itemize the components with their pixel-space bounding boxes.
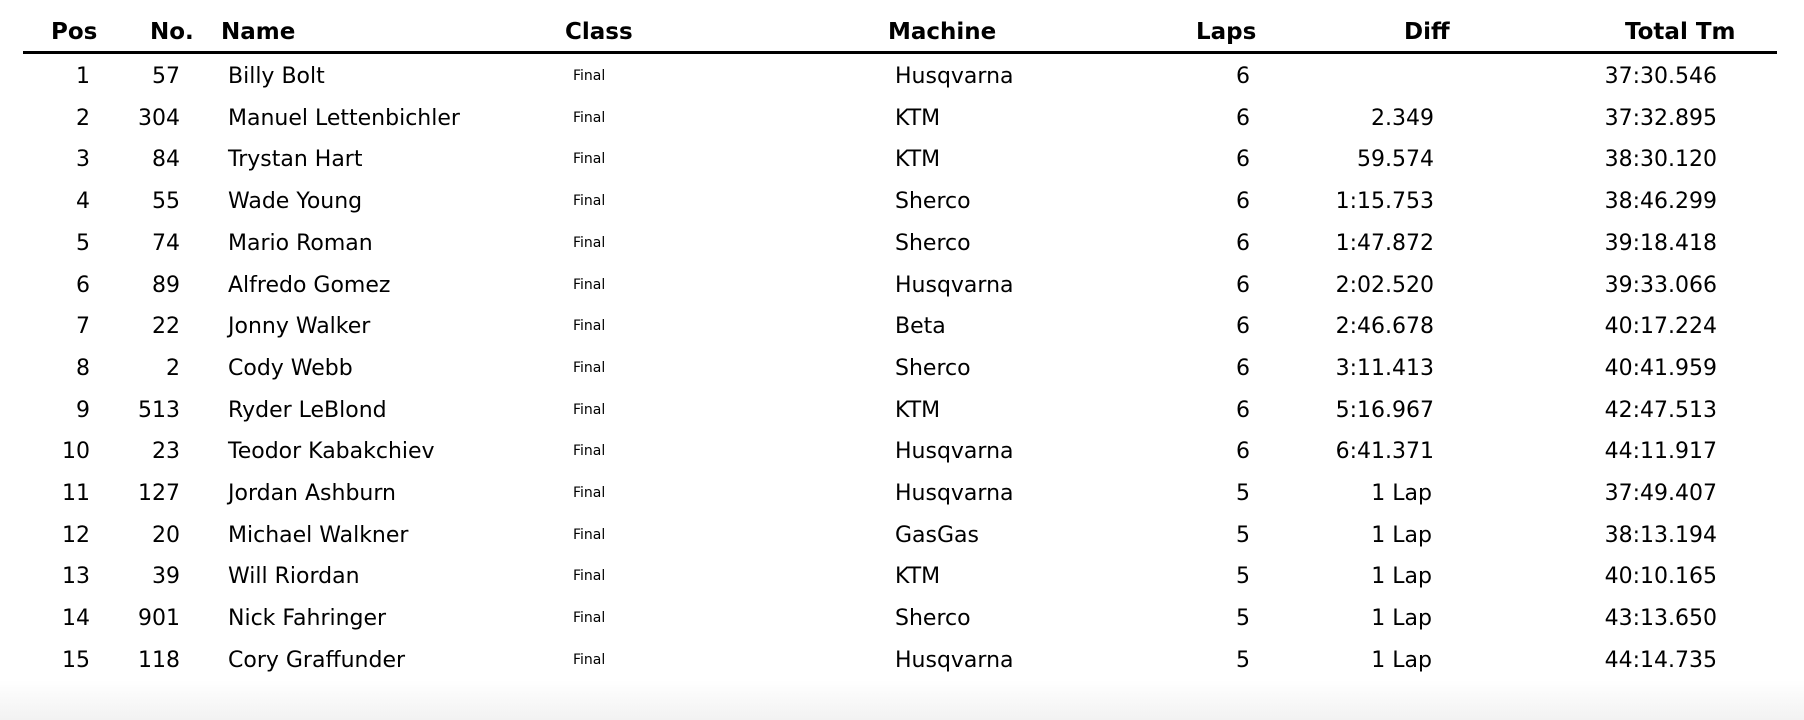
class-cell: Final — [573, 151, 606, 168]
table-row — [0, 181, 1804, 223]
rider-number-cell: 127 — [138, 481, 180, 506]
position-cell: 11 — [62, 481, 90, 506]
total-time-cell: 37:32.895 — [1604, 105, 1717, 131]
class-cell: Final — [573, 568, 606, 585]
total-time-cell: 40:17.224 — [1604, 314, 1717, 340]
machine-cell: KTM — [895, 564, 941, 590]
diff-cell: 2:02.520 — [1335, 272, 1434, 298]
class-cell: Final — [573, 318, 606, 335]
total-time-cell: 39:18.418 — [1604, 230, 1717, 256]
rider-name-cell: Cody Webb — [228, 355, 353, 381]
rider-name-cell: Will Riordan — [228, 564, 360, 590]
class-cell: Final — [573, 485, 606, 501]
machine-cell: Sherco — [895, 189, 971, 215]
table-row — [0, 98, 1804, 140]
table-row — [0, 265, 1804, 307]
total-time-cell: 38:30.120 — [1604, 147, 1717, 173]
laps-cell: 6 — [1236, 64, 1250, 89]
diff-cell: 3:11.413 — [1335, 355, 1434, 381]
rider-number-cell: 57 — [152, 64, 180, 89]
class-cell: Final — [573, 443, 606, 460]
rider-number-cell: 84 — [152, 147, 180, 173]
total-time-cell: 44:14.735 — [1604, 647, 1717, 673]
header-divider — [23, 51, 1777, 54]
laps-cell: 6 — [1236, 147, 1250, 173]
table-row — [0, 139, 1804, 181]
total-time-cell: 37:30.546 — [1604, 64, 1717, 89]
total-time-cell: 38:13.194 — [1604, 522, 1717, 548]
table-row — [0, 598, 1804, 640]
rider-name-cell: Manuel Lettenbichler — [228, 105, 460, 131]
table-row — [0, 306, 1804, 348]
rider-name-cell: Teodor Kabakchiev — [228, 439, 435, 465]
class-cell: Final — [573, 359, 606, 376]
rider-number-cell: 89 — [152, 272, 180, 298]
position-cell: 3 — [76, 147, 90, 173]
machine-cell: KTM — [895, 147, 941, 173]
rider-name-cell: Mario Roman — [228, 230, 373, 256]
total-time-cell: 38:46.299 — [1604, 189, 1717, 215]
position-cell: 14 — [62, 606, 90, 632]
laps-cell: 5 — [1236, 606, 1250, 632]
header-pos: Pos — [51, 19, 98, 45]
header-number: No. — [150, 19, 194, 45]
class-cell: Final — [573, 68, 606, 84]
diff-cell: 1:15.753 — [1335, 189, 1434, 215]
machine-cell: Sherco — [895, 606, 971, 632]
machine-cell: Husqvarna — [895, 647, 1014, 673]
rider-number-cell: 39 — [152, 564, 180, 590]
laps-cell: 6 — [1236, 355, 1250, 381]
table-row — [0, 223, 1804, 265]
rider-name-cell: Michael Walkner — [228, 522, 409, 548]
machine-cell: KTM — [895, 397, 941, 423]
rider-number-cell: 513 — [138, 397, 180, 423]
results-header-row — [0, 14, 1804, 50]
position-cell: 5 — [76, 230, 90, 256]
table-row — [0, 556, 1804, 598]
total-time-cell: 37:49.407 — [1604, 481, 1717, 506]
position-cell: 9 — [76, 397, 90, 423]
laps-cell: 6 — [1236, 230, 1250, 256]
laps-cell: 6 — [1236, 105, 1250, 131]
total-time-cell: 42:47.513 — [1604, 397, 1717, 423]
diff-cell: 1:47.872 — [1335, 230, 1434, 256]
rider-number-cell: 74 — [152, 230, 180, 256]
machine-cell: KTM — [895, 105, 941, 131]
laps-cell: 6 — [1236, 397, 1250, 423]
diff-cell: 1 Lap — [1371, 647, 1432, 673]
position-cell: 2 — [76, 105, 90, 131]
total-time-cell: 39:33.066 — [1604, 272, 1717, 298]
diff-cell: 2:46.678 — [1335, 314, 1434, 340]
rider-number-cell: 2 — [166, 355, 180, 381]
diff-cell: 1 Lap — [1371, 481, 1432, 506]
laps-cell: 6 — [1236, 314, 1250, 340]
class-cell: Final — [573, 234, 606, 251]
rider-number-cell: 20 — [152, 522, 180, 548]
total-time-cell: 44:11.917 — [1604, 439, 1717, 465]
class-cell: Final — [573, 610, 606, 627]
rider-name-cell: Nick Fahringer — [228, 606, 387, 632]
header-total-time: Total Tm — [1625, 19, 1736, 45]
rider-name-cell: Alfredo Gomez — [228, 272, 391, 298]
rider-number-cell: 118 — [138, 647, 180, 673]
page-bottom-shade — [0, 680, 1804, 720]
rider-name-cell: Trystan Hart — [228, 147, 363, 173]
header-machine: Machine — [888, 19, 997, 45]
machine-cell: Sherco — [895, 230, 971, 256]
diff-cell: 1 Lap — [1371, 522, 1432, 548]
laps-cell: 6 — [1236, 439, 1250, 465]
class-cell: Final — [573, 651, 606, 668]
diff-cell: 6:41.371 — [1335, 439, 1434, 465]
class-cell: Final — [573, 526, 606, 543]
header-laps: Laps — [1196, 19, 1257, 45]
table-row — [0, 390, 1804, 432]
diff-cell: 5:16.967 — [1335, 397, 1434, 423]
rider-name-cell: Wade Young — [228, 189, 363, 215]
table-row — [0, 640, 1804, 682]
position-cell: 6 — [76, 272, 90, 298]
machine-cell: Sherco — [895, 355, 971, 381]
rider-name-cell: Jordan Ashburn — [228, 481, 396, 506]
table-row — [0, 515, 1804, 557]
laps-cell: 5 — [1236, 522, 1250, 548]
rider-number-cell: 55 — [152, 189, 180, 215]
diff-cell: 59.574 — [1357, 147, 1434, 173]
total-time-cell: 40:10.165 — [1604, 564, 1717, 590]
position-cell: 15 — [62, 647, 90, 673]
machine-cell: Beta — [895, 314, 946, 340]
position-cell: 7 — [76, 314, 90, 340]
laps-cell: 5 — [1236, 647, 1250, 673]
position-cell: 10 — [62, 439, 90, 465]
diff-cell: 1 Lap — [1371, 564, 1432, 590]
diff-cell: 2.349 — [1371, 105, 1434, 131]
rider-number-cell: 901 — [138, 606, 180, 632]
total-time-cell: 43:13.650 — [1604, 606, 1717, 632]
table-row — [0, 348, 1804, 390]
machine-cell: Husqvarna — [895, 439, 1014, 465]
laps-cell: 6 — [1236, 272, 1250, 298]
rider-name-cell: Ryder LeBlond — [228, 397, 387, 423]
rider-name-cell: Cory Graffunder — [228, 647, 406, 673]
total-time-cell: 40:41.959 — [1604, 355, 1717, 381]
position-cell: 13 — [62, 564, 90, 590]
class-cell: Final — [573, 401, 606, 418]
position-cell: 1 — [76, 64, 90, 89]
header-diff: Diff — [1404, 19, 1450, 45]
rider-number-cell: 22 — [152, 314, 180, 340]
table-row — [0, 473, 1804, 515]
header-name: Name — [221, 19, 296, 45]
class-cell: Final — [573, 109, 606, 126]
machine-cell: Husqvarna — [895, 64, 1014, 89]
table-row — [0, 431, 1804, 473]
laps-cell: 5 — [1236, 564, 1250, 590]
rider-number-cell: 304 — [138, 105, 180, 131]
rider-name-cell: Jonny Walker — [228, 314, 371, 340]
position-cell: 12 — [62, 522, 90, 548]
laps-cell: 6 — [1236, 189, 1250, 215]
machine-cell: GasGas — [895, 522, 979, 548]
header-class: Class — [565, 19, 633, 45]
rider-number-cell: 23 — [152, 439, 180, 465]
class-cell: Final — [573, 276, 606, 293]
rider-name-cell: Billy Bolt — [228, 64, 325, 89]
machine-cell: Husqvarna — [895, 481, 1014, 506]
diff-cell: 1 Lap — [1371, 606, 1432, 632]
position-cell: 8 — [76, 355, 90, 381]
machine-cell: Husqvarna — [895, 272, 1014, 298]
table-row — [0, 56, 1804, 98]
position-cell: 4 — [76, 189, 90, 215]
laps-cell: 5 — [1236, 481, 1250, 506]
class-cell: Final — [573, 193, 606, 210]
